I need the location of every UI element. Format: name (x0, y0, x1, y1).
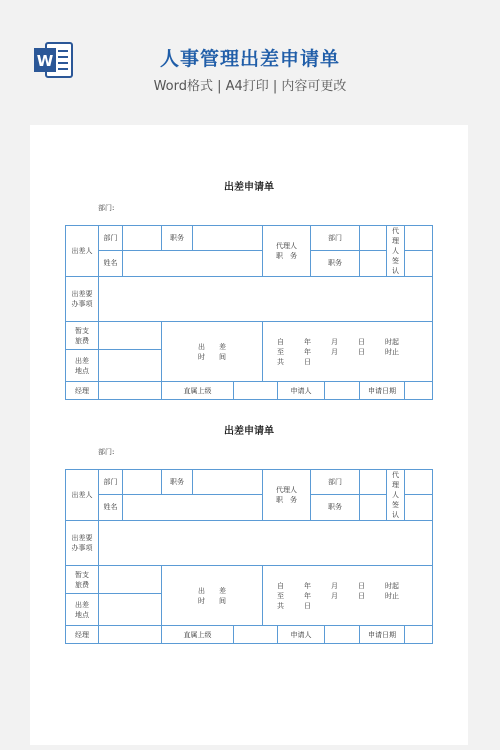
trip-time-label: 出 差 时 间 (162, 322, 263, 382)
deputy-dept-value[interactable] (360, 470, 387, 495)
direct-superior-value[interactable] (234, 626, 278, 644)
manager-value[interactable] (99, 382, 162, 400)
applicant-value[interactable] (325, 382, 360, 400)
deputy-position-label: 代理人 职 务 (263, 226, 311, 277)
manager-label: 经理 (66, 382, 99, 400)
document-page (30, 125, 468, 745)
form-title: 出差申请单 (224, 426, 274, 437)
department-label: 部门: (98, 448, 115, 456)
manager-value[interactable] (99, 626, 162, 644)
position-value[interactable] (193, 470, 263, 495)
deputy-position-value[interactable] (360, 494, 387, 520)
manager-label: 经理 (66, 626, 99, 644)
business-matters-value[interactable] (99, 521, 433, 566)
applicant-label: 申请人 (278, 626, 325, 644)
position-value[interactable] (193, 226, 263, 251)
dept-cell-label: 部门 (99, 470, 123, 495)
name-label: 姓名 (99, 494, 123, 520)
word-icon-letter: W (36, 52, 54, 70)
direct-superior-value[interactable] (234, 382, 278, 400)
dept-cell-label: 部门 (99, 226, 123, 251)
name-value[interactable] (123, 494, 263, 520)
trip-time-value[interactable] (263, 566, 433, 626)
advance-expense-value[interactable] (99, 322, 162, 350)
apply-date-label: 申请日期 (360, 626, 405, 644)
form-table (65, 225, 433, 400)
position-label: 职务 (162, 226, 193, 251)
date-to-row: 至 年 月 日 时止 (277, 347, 399, 356)
trip-time-value[interactable] (263, 322, 433, 382)
direct-superior-label: 直属上级 (162, 382, 234, 400)
date-total-row: 共 日 (277, 601, 311, 610)
deputy-position-value[interactable] (360, 250, 387, 276)
advance-expense-label: 暂支 旅费 (66, 566, 99, 594)
page-subtitle: Word格式 | A4打印 | 内容可更改 (153, 79, 347, 94)
traveler-label: 出差人 (66, 226, 99, 277)
deputy-sign-value-2[interactable] (405, 494, 433, 520)
date-total-row: 共 日 (277, 357, 311, 366)
name-value[interactable] (123, 250, 263, 276)
deputy-sign-value-1[interactable] (405, 470, 433, 495)
deputy-dept-label: 部门 (311, 226, 360, 251)
trip-time-label: 出 差 时 间 (162, 566, 263, 626)
apply-date-label: 申请日期 (360, 382, 405, 400)
dept-value[interactable] (123, 226, 162, 251)
form-title: 出差申请单 (224, 182, 274, 193)
position-label: 职务 (162, 470, 193, 495)
page-title: 人事管理出差申请单 (159, 48, 340, 70)
deputy-sign-value-2[interactable] (405, 250, 433, 276)
deputy-sign-value-1[interactable] (405, 226, 433, 251)
applicant-label: 申请人 (278, 382, 325, 400)
deputy-position-cell-label: 职务 (311, 250, 360, 276)
apply-date-value[interactable] (405, 626, 433, 644)
date-from-row: 自 年 月 日 时起 (277, 337, 399, 346)
destination-value[interactable] (99, 350, 162, 382)
dept-value[interactable] (123, 470, 162, 495)
business-matters-value[interactable] (99, 277, 433, 322)
deputy-sign-label: 代理人 签认 (387, 470, 405, 521)
deputy-position-cell-label: 职务 (311, 494, 360, 520)
deputy-sign-label: 代理人 签认 (387, 226, 405, 277)
destination-label: 出差 地点 (66, 594, 99, 626)
form-table (65, 469, 433, 644)
destination-value[interactable] (99, 594, 162, 626)
advance-expense-label: 暂支 旅费 (66, 322, 99, 350)
business-matters-label: 出差要 办事项 (66, 521, 99, 566)
traveler-label: 出差人 (66, 470, 99, 521)
department-label: 部门: (98, 204, 115, 212)
advance-expense-value[interactable] (99, 566, 162, 594)
apply-date-value[interactable] (405, 382, 433, 400)
applicant-value[interactable] (325, 626, 360, 644)
deputy-dept-value[interactable] (360, 226, 387, 251)
direct-superior-label: 直属上级 (162, 626, 234, 644)
business-matters-label: 出差要 办事项 (66, 277, 99, 322)
deputy-dept-label: 部门 (311, 470, 360, 495)
deputy-position-label: 代理人 职 务 (263, 470, 311, 521)
name-label: 姓名 (99, 250, 123, 276)
destination-label: 出差 地点 (66, 350, 99, 382)
date-to-row: 至 年 月 日 时止 (277, 591, 399, 600)
date-from-row: 自 年 月 日 时起 (277, 581, 399, 590)
